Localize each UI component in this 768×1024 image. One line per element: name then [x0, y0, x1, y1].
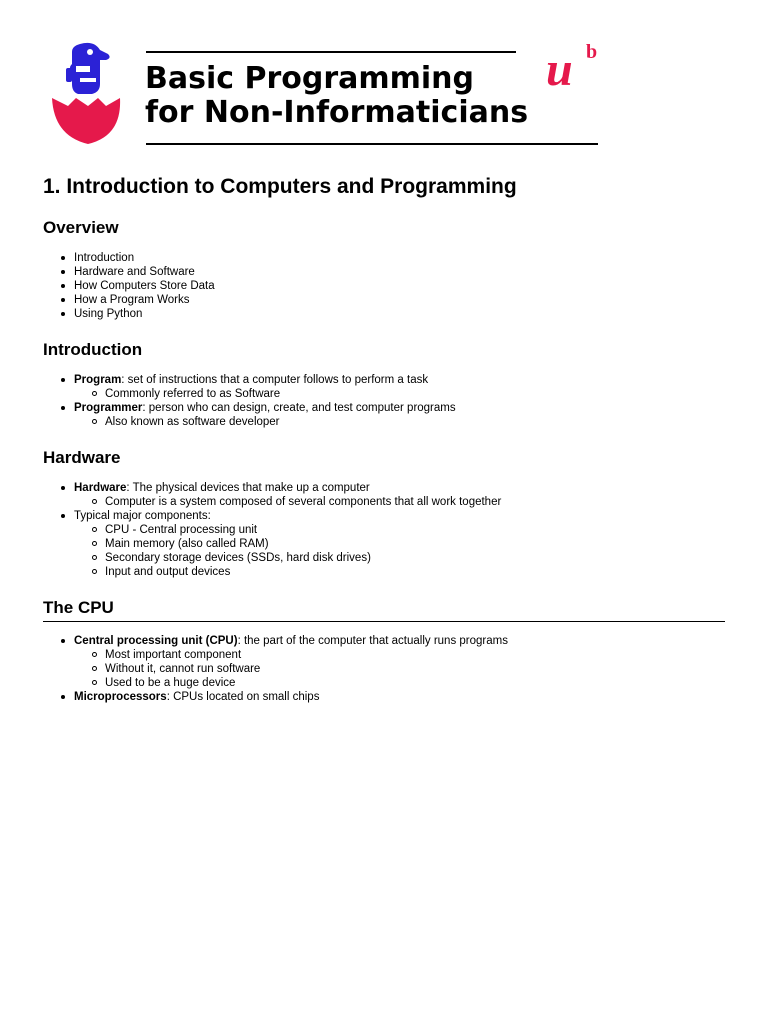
sub-list-item: Commonly referred to as Software [74, 387, 725, 401]
sub-list-item: Main memory (also called RAM) [74, 537, 725, 551]
sub-list [74, 387, 725, 401]
sub-list-item: Without it, cannot run software [74, 662, 725, 676]
list-item: Using Python [43, 307, 725, 321]
sub-list-item: Input and output devices [74, 565, 725, 579]
page-content [43, 172, 725, 722]
definition-text: : The physical devices that make up a computer [126, 482, 370, 494]
header-bottom-rule [146, 143, 598, 145]
definition-text: : the part of the computer that actually runs programs [237, 635, 508, 647]
course-title [145, 62, 528, 130]
page-title: 1. Introduction to Computers and Programming [43, 175, 517, 198]
term-program: Program [74, 374, 122, 386]
sub-list-item: Computer is a system composed of several components that all work together [74, 495, 725, 509]
sub-list [74, 495, 725, 509]
course-title-line1: Basic Programming [145, 61, 475, 96]
definition-text: : person who can design, create, and test computer programs [142, 402, 456, 414]
hardware-list [43, 481, 725, 579]
sub-list-item: Used to be a huge device [74, 676, 725, 690]
list-item [43, 509, 725, 579]
section-heading-introduction: Introduction [43, 340, 143, 359]
term-programmer: Programmer [74, 402, 143, 414]
term-hardware: Hardware [74, 482, 127, 494]
sub-list [74, 523, 725, 579]
introduction-list [43, 373, 725, 429]
section-heading-hardware: Hardware [43, 448, 121, 467]
term-cpu: Central processing unit (CPU) [74, 635, 238, 647]
term-microprocessors: Microprocessors [74, 691, 167, 703]
page-header [0, 0, 768, 160]
overview-list [43, 251, 725, 321]
list-item [43, 634, 725, 690]
list-item [43, 690, 725, 704]
sub-list-item: CPU - Central processing unit [74, 523, 725, 537]
course-title-line2: for Non-Informaticians [145, 95, 529, 130]
list-item: How Computers Store Data [43, 279, 725, 293]
sub-list-item: Most important component [74, 648, 725, 662]
ub-logo [546, 42, 606, 102]
sub-list-item: Also known as software developer [74, 415, 725, 429]
list-item: How a Program Works [43, 293, 725, 307]
course-logo [50, 40, 130, 150]
list-item [43, 373, 725, 401]
definition-text: : CPUs located on small chips [166, 691, 320, 703]
sub-list [74, 415, 725, 429]
sub-list [74, 648, 725, 690]
list-item: Hardware and Software [43, 265, 725, 279]
section-heading-overview: Overview [43, 218, 119, 237]
definition-text: : set of instructions that a computer follows to perform a task [121, 374, 429, 386]
section-heading-cpu: The CPU [43, 597, 725, 622]
list-item [43, 401, 725, 429]
ub-logo-superscript: b [586, 41, 598, 63]
cpu-list [43, 634, 725, 704]
list-item-text: Typical major components: [74, 510, 211, 522]
list-item: Introduction [43, 251, 725, 265]
ub-logo-letter: u [546, 43, 573, 96]
header-top-rule [146, 51, 516, 53]
sub-list-item: Secondary storage devices (SSDs, hard disk drives) [74, 551, 725, 565]
list-item [43, 481, 725, 509]
